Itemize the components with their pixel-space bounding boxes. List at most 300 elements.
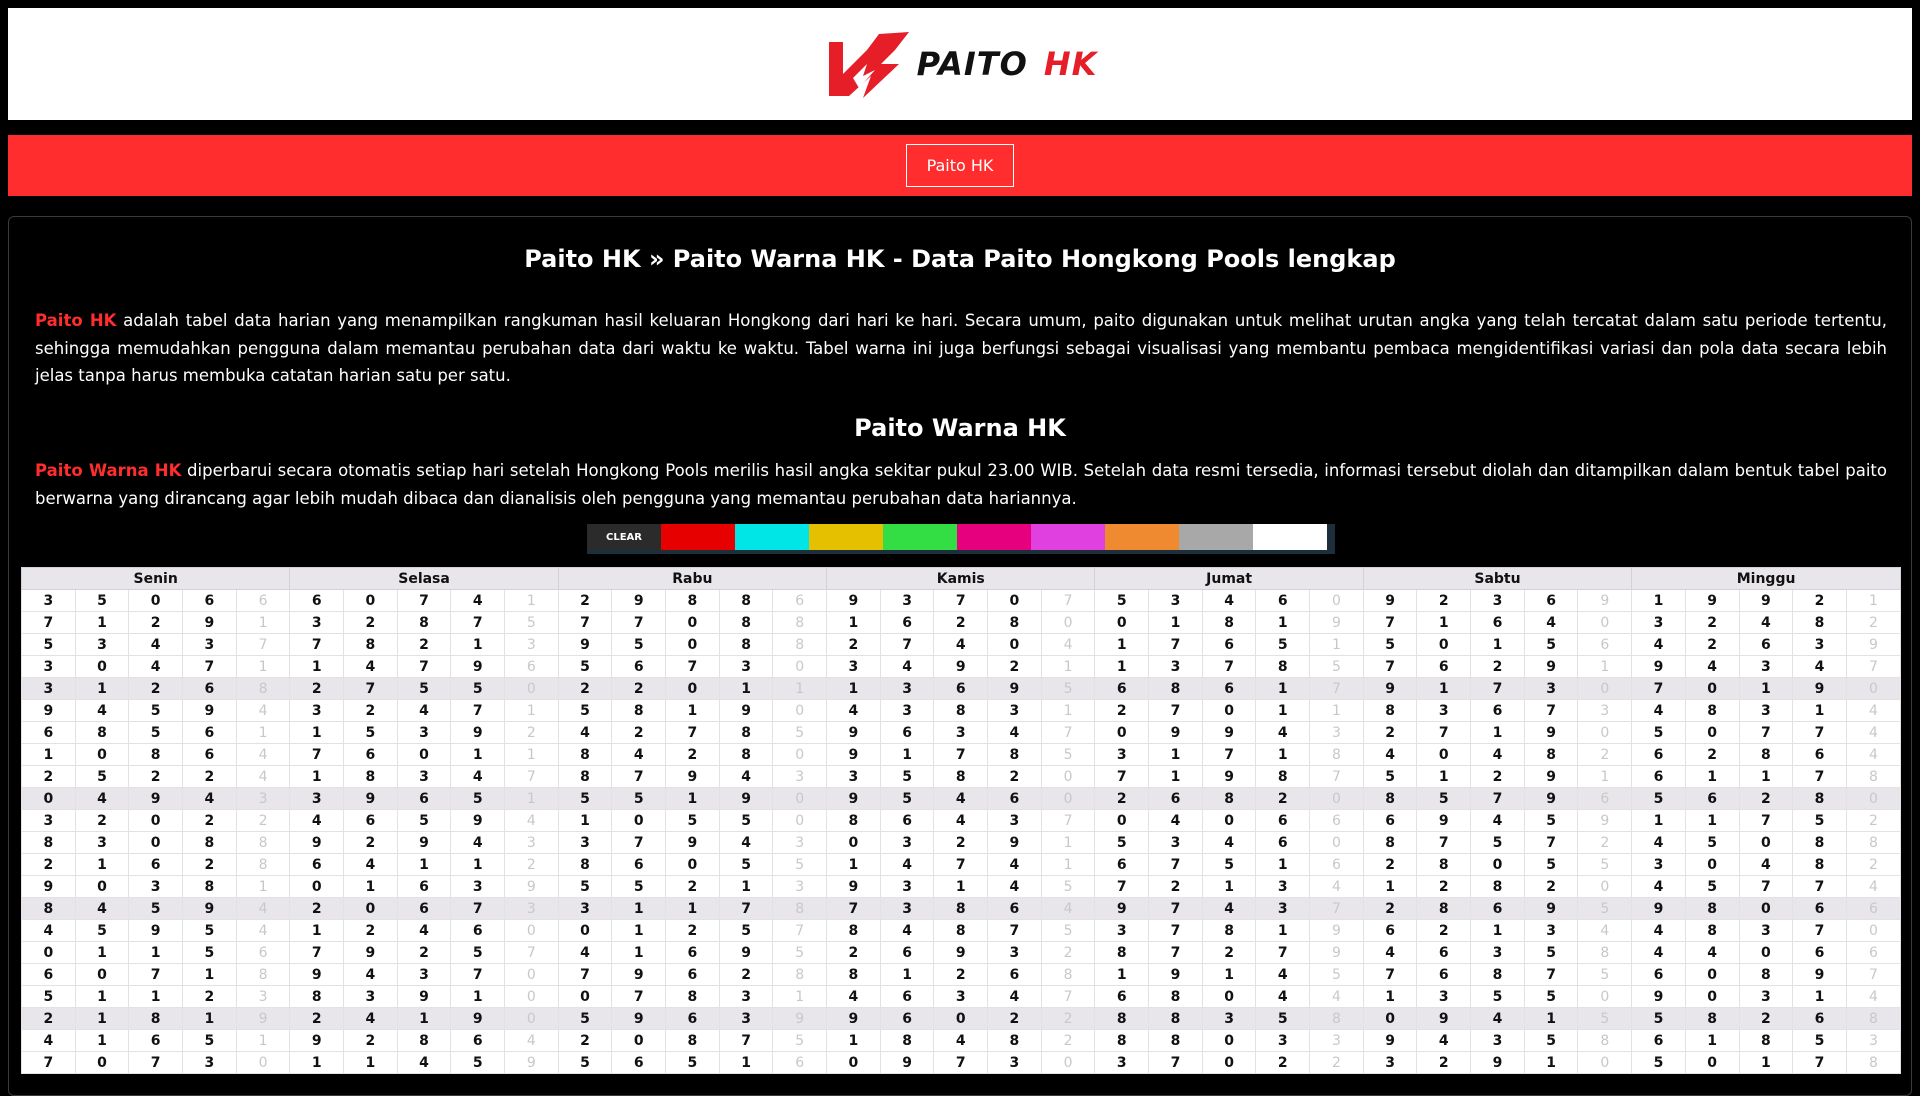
digit-cell[interactable]: 1 bbox=[719, 876, 773, 898]
digit-cell[interactable]: 8 bbox=[1095, 1008, 1149, 1030]
digit-cell[interactable]: 5 bbox=[1363, 634, 1417, 656]
color-swatch[interactable] bbox=[1105, 524, 1179, 550]
intro-highlight-link[interactable]: Paito HK bbox=[35, 311, 117, 330]
digit-cell[interactable]: 2 bbox=[1417, 876, 1471, 898]
digit-cell[interactable]: 2 bbox=[1363, 854, 1417, 876]
digit-cell[interactable]: 4 bbox=[344, 964, 398, 986]
digit-cell[interactable]: 3 bbox=[1471, 942, 1525, 964]
digit-cell[interactable]: 0 bbox=[1202, 700, 1256, 722]
digit-cell[interactable]: 4 bbox=[1363, 744, 1417, 766]
digit-cell[interactable]: 9 bbox=[666, 832, 720, 854]
digit-cell[interactable]: 7 bbox=[719, 898, 773, 920]
digit-cell[interactable]: 5 bbox=[612, 788, 666, 810]
digit-cell[interactable]: 9 bbox=[1793, 964, 1847, 986]
digit-cell[interactable]: 7 bbox=[397, 590, 451, 612]
digit-cell[interactable]: 7 bbox=[1739, 722, 1793, 744]
digit-cell[interactable]: 9 bbox=[719, 700, 773, 722]
digit-cell[interactable]: 3 bbox=[1632, 854, 1686, 876]
digit-cell[interactable]: 5 bbox=[129, 722, 183, 744]
digit-cell[interactable]: 3 bbox=[1149, 832, 1203, 854]
digit-cell[interactable]: 7 bbox=[558, 964, 612, 986]
digit-cell[interactable]: 3 bbox=[397, 964, 451, 986]
digit-cell[interactable]: 8 bbox=[1363, 832, 1417, 854]
digit-cell[interactable]: 4 bbox=[1256, 964, 1310, 986]
digit-cell[interactable]: 5 bbox=[183, 920, 237, 942]
nav-button-paito-hk[interactable]: Paito HK bbox=[906, 144, 1015, 187]
digit-cell[interactable]: 4 bbox=[934, 1030, 988, 1052]
digit-cell[interactable]: 2 bbox=[612, 722, 666, 744]
digit-cell[interactable]: 9 bbox=[451, 722, 505, 744]
digit-cell[interactable]: 2 bbox=[290, 678, 344, 700]
digit-cell[interactable]: 5 bbox=[1363, 766, 1417, 788]
digit-cell[interactable]: 9 bbox=[1524, 656, 1578, 678]
digit-cell[interactable]: 6 bbox=[1632, 1030, 1686, 1052]
color-swatch[interactable] bbox=[1031, 524, 1105, 550]
digit-cell[interactable]: 8 bbox=[1417, 898, 1471, 920]
digit-cell[interactable]: 8 bbox=[1739, 964, 1793, 986]
digit-cell[interactable]: 0 bbox=[129, 590, 183, 612]
digit-cell[interactable]: 8 bbox=[988, 1030, 1042, 1052]
digit-cell[interactable]: 1 bbox=[183, 964, 237, 986]
digit-cell[interactable]: 3 bbox=[880, 700, 934, 722]
digit-cell[interactable]: 5 bbox=[666, 810, 720, 832]
digit-cell[interactable]: 3 bbox=[827, 656, 881, 678]
color-swatch[interactable] bbox=[661, 524, 735, 550]
digit-cell[interactable]: 2 bbox=[1793, 590, 1847, 612]
digit-cell[interactable]: 7 bbox=[1363, 656, 1417, 678]
digit-cell[interactable]: 0 bbox=[666, 854, 720, 876]
digit-cell[interactable]: 8 bbox=[934, 766, 988, 788]
digit-cell[interactable]: 3 bbox=[719, 656, 773, 678]
digit-cell[interactable]: 2 bbox=[1202, 942, 1256, 964]
digit-cell[interactable]: 6 bbox=[934, 678, 988, 700]
digit-cell[interactable]: 9 bbox=[290, 1030, 344, 1052]
digit-cell[interactable]: 7 bbox=[1149, 854, 1203, 876]
digit-cell[interactable]: 0 bbox=[934, 1008, 988, 1030]
digit-cell[interactable]: 6 bbox=[129, 1030, 183, 1052]
digit-cell[interactable]: 0 bbox=[558, 986, 612, 1008]
digit-cell[interactable]: 2 bbox=[344, 832, 398, 854]
digit-cell[interactable]: 3 bbox=[290, 700, 344, 722]
digit-cell[interactable]: 5 bbox=[558, 1052, 612, 1074]
digit-cell[interactable]: 0 bbox=[397, 744, 451, 766]
digit-cell[interactable]: 9 bbox=[827, 744, 881, 766]
digit-cell[interactable]: 9 bbox=[827, 876, 881, 898]
digit-cell[interactable]: 5 bbox=[1471, 986, 1525, 1008]
digit-cell[interactable]: 5 bbox=[558, 788, 612, 810]
digit-cell[interactable]: 9 bbox=[612, 590, 666, 612]
digit-cell[interactable]: 9 bbox=[451, 1008, 505, 1030]
digit-cell[interactable]: 9 bbox=[1524, 788, 1578, 810]
digit-cell[interactable]: 5 bbox=[558, 1008, 612, 1030]
digit-cell[interactable]: 4 bbox=[988, 876, 1042, 898]
digit-cell[interactable]: 1 bbox=[451, 854, 505, 876]
digit-cell[interactable]: 2 bbox=[344, 612, 398, 634]
digit-cell[interactable]: 9 bbox=[719, 942, 773, 964]
digit-cell[interactable]: 9 bbox=[1685, 590, 1739, 612]
digit-cell[interactable]: 8 bbox=[22, 898, 76, 920]
digit-cell[interactable]: 0 bbox=[75, 1052, 129, 1074]
digit-cell[interactable]: 8 bbox=[934, 700, 988, 722]
digit-cell[interactable]: 6 bbox=[1363, 810, 1417, 832]
digit-cell[interactable]: 1 bbox=[129, 986, 183, 1008]
digit-cell[interactable]: 1 bbox=[1417, 612, 1471, 634]
digit-cell[interactable]: 3 bbox=[880, 678, 934, 700]
digit-cell[interactable]: 9 bbox=[1632, 656, 1686, 678]
digit-cell[interactable]: 7 bbox=[1793, 1052, 1847, 1074]
digit-cell[interactable]: 4 bbox=[1739, 854, 1793, 876]
digit-cell[interactable]: 1 bbox=[75, 942, 129, 964]
digit-cell[interactable]: 2 bbox=[827, 634, 881, 656]
digit-cell[interactable]: 7 bbox=[183, 656, 237, 678]
digit-cell[interactable]: 1 bbox=[290, 656, 344, 678]
digit-cell[interactable]: 6 bbox=[397, 898, 451, 920]
digit-cell[interactable]: 1 bbox=[1471, 920, 1525, 942]
digit-cell[interactable]: 3 bbox=[934, 722, 988, 744]
color-swatch[interactable] bbox=[1179, 524, 1253, 550]
digit-cell[interactable]: 4 bbox=[75, 898, 129, 920]
digit-cell[interactable]: 7 bbox=[1471, 788, 1525, 810]
digit-cell[interactable]: 8 bbox=[1095, 942, 1149, 964]
digit-cell[interactable]: 7 bbox=[1363, 964, 1417, 986]
digit-cell[interactable]: 1 bbox=[1739, 766, 1793, 788]
digit-cell[interactable]: 8 bbox=[666, 986, 720, 1008]
digit-cell[interactable]: 5 bbox=[1685, 876, 1739, 898]
digit-cell[interactable]: 9 bbox=[558, 634, 612, 656]
digit-cell[interactable]: 4 bbox=[719, 832, 773, 854]
digit-cell[interactable]: 5 bbox=[1524, 1030, 1578, 1052]
digit-cell[interactable]: 3 bbox=[1739, 656, 1793, 678]
digit-cell[interactable]: 9 bbox=[988, 832, 1042, 854]
digit-cell[interactable]: 8 bbox=[1739, 744, 1793, 766]
digit-cell[interactable]: 5 bbox=[183, 942, 237, 964]
digit-cell[interactable]: 4 bbox=[1632, 634, 1686, 656]
digit-cell[interactable]: 8 bbox=[827, 964, 881, 986]
digit-cell[interactable]: 8 bbox=[1685, 898, 1739, 920]
digit-cell[interactable]: 0 bbox=[827, 1052, 881, 1074]
digit-cell[interactable]: 0 bbox=[344, 590, 398, 612]
digit-cell[interactable]: 6 bbox=[988, 898, 1042, 920]
digit-cell[interactable]: 1 bbox=[1793, 700, 1847, 722]
digit-cell[interactable]: 1 bbox=[934, 876, 988, 898]
digit-cell[interactable]: 7 bbox=[1793, 876, 1847, 898]
digit-cell[interactable]: 5 bbox=[1685, 832, 1739, 854]
digit-cell[interactable]: 1 bbox=[1524, 1008, 1578, 1030]
digit-cell[interactable]: 9 bbox=[988, 678, 1042, 700]
digit-cell[interactable]: 6 bbox=[1363, 920, 1417, 942]
digit-cell[interactable]: 6 bbox=[1793, 744, 1847, 766]
digit-cell[interactable]: 5 bbox=[880, 766, 934, 788]
digit-cell[interactable]: 5 bbox=[451, 942, 505, 964]
digit-cell[interactable]: 2 bbox=[666, 920, 720, 942]
digit-cell[interactable]: 4 bbox=[1202, 898, 1256, 920]
digit-cell[interactable]: 9 bbox=[183, 700, 237, 722]
digit-cell[interactable]: 6 bbox=[451, 920, 505, 942]
digit-cell[interactable]: 0 bbox=[1095, 612, 1149, 634]
digit-cell[interactable]: 7 bbox=[612, 766, 666, 788]
digit-cell[interactable]: 3 bbox=[1095, 1052, 1149, 1074]
digit-cell[interactable]: 8 bbox=[880, 1030, 934, 1052]
digit-cell[interactable]: 8 bbox=[934, 898, 988, 920]
digit-cell[interactable]: 9 bbox=[1095, 898, 1149, 920]
color-swatch[interactable] bbox=[809, 524, 883, 550]
digit-cell[interactable]: 4 bbox=[827, 986, 881, 1008]
digit-cell[interactable]: 6 bbox=[1095, 854, 1149, 876]
digit-cell[interactable]: 6 bbox=[1685, 788, 1739, 810]
digit-cell[interactable]: 4 bbox=[558, 942, 612, 964]
digit-cell[interactable]: 7 bbox=[1524, 964, 1578, 986]
digit-cell[interactable]: 8 bbox=[1685, 920, 1739, 942]
digit-cell[interactable]: 4 bbox=[75, 788, 129, 810]
digit-cell[interactable]: 6 bbox=[1632, 744, 1686, 766]
digit-cell[interactable]: 1 bbox=[827, 612, 881, 634]
digit-cell[interactable]: 7 bbox=[1149, 634, 1203, 656]
digit-cell[interactable]: 5 bbox=[129, 700, 183, 722]
digit-cell[interactable]: 7 bbox=[1202, 656, 1256, 678]
digit-cell[interactable]: 2 bbox=[22, 854, 76, 876]
digit-cell[interactable]: 2 bbox=[290, 1008, 344, 1030]
digit-cell[interactable]: 9 bbox=[397, 832, 451, 854]
digit-cell[interactable]: 1 bbox=[612, 898, 666, 920]
digit-cell[interactable]: 0 bbox=[290, 876, 344, 898]
digit-cell[interactable]: 1 bbox=[183, 1008, 237, 1030]
digit-cell[interactable]: 0 bbox=[1417, 744, 1471, 766]
digit-cell[interactable]: 2 bbox=[1417, 920, 1471, 942]
digit-cell[interactable]: 6 bbox=[344, 744, 398, 766]
digit-cell[interactable]: 1 bbox=[612, 942, 666, 964]
digit-cell[interactable]: 9 bbox=[1524, 722, 1578, 744]
digit-cell[interactable]: 8 bbox=[719, 722, 773, 744]
digit-cell[interactable]: 5 bbox=[558, 700, 612, 722]
digit-cell[interactable]: 6 bbox=[1095, 986, 1149, 1008]
digit-cell[interactable]: 1 bbox=[666, 700, 720, 722]
digit-cell[interactable]: 7 bbox=[451, 612, 505, 634]
digit-cell[interactable]: 4 bbox=[934, 788, 988, 810]
digit-cell[interactable]: 4 bbox=[719, 766, 773, 788]
digit-cell[interactable]: 2 bbox=[1685, 612, 1739, 634]
digit-cell[interactable]: 5 bbox=[558, 656, 612, 678]
digit-cell[interactable]: 1 bbox=[397, 1008, 451, 1030]
digit-cell[interactable]: 2 bbox=[988, 656, 1042, 678]
digit-cell[interactable]: 9 bbox=[1524, 766, 1578, 788]
digit-cell[interactable]: 8 bbox=[1149, 1030, 1203, 1052]
digit-cell[interactable]: 3 bbox=[1256, 1030, 1310, 1052]
digit-cell[interactable]: 6 bbox=[1417, 656, 1471, 678]
digit-cell[interactable]: 7 bbox=[397, 656, 451, 678]
digit-cell[interactable]: 4 bbox=[988, 986, 1042, 1008]
digit-cell[interactable]: 8 bbox=[129, 744, 183, 766]
digit-cell[interactable]: 2 bbox=[1685, 634, 1739, 656]
digit-cell[interactable]: 8 bbox=[719, 612, 773, 634]
digit-cell[interactable]: 6 bbox=[183, 590, 237, 612]
digit-cell[interactable]: 1 bbox=[75, 678, 129, 700]
digit-cell[interactable]: 7 bbox=[880, 634, 934, 656]
digit-cell[interactable]: 1 bbox=[290, 722, 344, 744]
digit-cell[interactable]: 1 bbox=[1149, 766, 1203, 788]
digit-cell[interactable]: 1 bbox=[1739, 1052, 1793, 1074]
digit-cell[interactable]: 3 bbox=[988, 810, 1042, 832]
digit-cell[interactable]: 1 bbox=[666, 788, 720, 810]
digit-cell[interactable]: 5 bbox=[397, 810, 451, 832]
digit-cell[interactable]: 4 bbox=[934, 810, 988, 832]
digit-cell[interactable]: 8 bbox=[1685, 700, 1739, 722]
color-swatch[interactable] bbox=[883, 524, 957, 550]
digit-cell[interactable]: 4 bbox=[451, 766, 505, 788]
digit-cell[interactable]: 2 bbox=[129, 612, 183, 634]
digit-cell[interactable]: 6 bbox=[880, 942, 934, 964]
digit-cell[interactable]: 2 bbox=[988, 766, 1042, 788]
digit-cell[interactable]: 0 bbox=[1685, 964, 1739, 986]
digit-cell[interactable]: 1 bbox=[1739, 678, 1793, 700]
digit-cell[interactable]: 2 bbox=[558, 678, 612, 700]
digit-cell[interactable]: 6 bbox=[1793, 942, 1847, 964]
digit-cell[interactable]: 4 bbox=[1793, 656, 1847, 678]
digit-cell[interactable]: 4 bbox=[1471, 810, 1525, 832]
digit-cell[interactable]: 9 bbox=[290, 964, 344, 986]
digit-cell[interactable]: 7 bbox=[1363, 612, 1417, 634]
digit-cell[interactable]: 1 bbox=[1685, 766, 1739, 788]
digit-cell[interactable]: 4 bbox=[1471, 1008, 1525, 1030]
digit-cell[interactable]: 4 bbox=[22, 920, 76, 942]
digit-cell[interactable]: 6 bbox=[1417, 964, 1471, 986]
digit-cell[interactable]: 3 bbox=[1739, 986, 1793, 1008]
digit-cell[interactable]: 7 bbox=[1524, 832, 1578, 854]
digit-cell[interactable]: 7 bbox=[290, 634, 344, 656]
digit-cell[interactable]: 5 bbox=[1095, 832, 1149, 854]
digit-cell[interactable]: 9 bbox=[1202, 766, 1256, 788]
description-highlight-link[interactable]: Paito Warna HK bbox=[35, 461, 182, 480]
digit-cell[interactable]: 9 bbox=[827, 590, 881, 612]
digit-cell[interactable]: 1 bbox=[75, 986, 129, 1008]
digit-cell[interactable]: 1 bbox=[1095, 964, 1149, 986]
digit-cell[interactable]: 0 bbox=[988, 634, 1042, 656]
digit-cell[interactable]: 1 bbox=[290, 1052, 344, 1074]
digit-cell[interactable]: 2 bbox=[1471, 656, 1525, 678]
digit-cell[interactable]: 6 bbox=[397, 788, 451, 810]
digit-cell[interactable]: 8 bbox=[934, 920, 988, 942]
digit-cell[interactable]: 8 bbox=[344, 634, 398, 656]
digit-cell[interactable]: 9 bbox=[1149, 964, 1203, 986]
digit-cell[interactable]: 1 bbox=[1471, 722, 1525, 744]
digit-cell[interactable]: 8 bbox=[1202, 612, 1256, 634]
digit-cell[interactable]: 2 bbox=[75, 810, 129, 832]
digit-cell[interactable]: 1 bbox=[1632, 590, 1686, 612]
digit-cell[interactable]: 5 bbox=[880, 788, 934, 810]
digit-cell[interactable]: 8 bbox=[1095, 1030, 1149, 1052]
digit-cell[interactable]: 1 bbox=[1685, 810, 1739, 832]
digit-cell[interactable]: 9 bbox=[1363, 590, 1417, 612]
digit-cell[interactable]: 8 bbox=[1471, 964, 1525, 986]
digit-cell[interactable]: 5 bbox=[75, 920, 129, 942]
digit-cell[interactable]: 6 bbox=[1256, 810, 1310, 832]
digit-cell[interactable]: 3 bbox=[880, 876, 934, 898]
digit-cell[interactable]: 8 bbox=[666, 1030, 720, 1052]
digit-cell[interactable]: 2 bbox=[988, 1008, 1042, 1030]
digit-cell[interactable]: 0 bbox=[1095, 722, 1149, 744]
digit-cell[interactable]: 2 bbox=[290, 898, 344, 920]
digit-cell[interactable]: 0 bbox=[1202, 986, 1256, 1008]
digit-cell[interactable]: 0 bbox=[75, 876, 129, 898]
digit-cell[interactable]: 3 bbox=[183, 634, 237, 656]
digit-cell[interactable]: 9 bbox=[183, 898, 237, 920]
digit-cell[interactable]: 3 bbox=[988, 700, 1042, 722]
digit-cell[interactable]: 3 bbox=[1632, 612, 1686, 634]
digit-cell[interactable]: 4 bbox=[451, 590, 505, 612]
digit-cell[interactable]: 5 bbox=[344, 722, 398, 744]
digit-cell[interactable]: 6 bbox=[1632, 766, 1686, 788]
digit-cell[interactable]: 3 bbox=[934, 986, 988, 1008]
digit-cell[interactable]: 1 bbox=[75, 854, 129, 876]
digit-cell[interactable]: 7 bbox=[1256, 942, 1310, 964]
digit-cell[interactable]: 1 bbox=[1417, 766, 1471, 788]
digit-cell[interactable]: 5 bbox=[1256, 634, 1310, 656]
digit-cell[interactable]: 2 bbox=[1471, 766, 1525, 788]
digit-cell[interactable]: 3 bbox=[988, 942, 1042, 964]
digit-cell[interactable]: 4 bbox=[827, 700, 881, 722]
digit-cell[interactable]: 8 bbox=[1793, 854, 1847, 876]
digit-cell[interactable]: 1 bbox=[1256, 920, 1310, 942]
digit-cell[interactable]: 1 bbox=[1524, 1052, 1578, 1074]
digit-cell[interactable]: 3 bbox=[290, 788, 344, 810]
digit-cell[interactable]: 9 bbox=[183, 612, 237, 634]
digit-cell[interactable]: 6 bbox=[1149, 788, 1203, 810]
digit-cell[interactable]: 1 bbox=[880, 744, 934, 766]
digit-cell[interactable]: 5 bbox=[612, 876, 666, 898]
digit-cell[interactable]: 3 bbox=[1417, 700, 1471, 722]
digit-cell[interactable]: 8 bbox=[1685, 1008, 1739, 1030]
digit-cell[interactable]: 7 bbox=[719, 1030, 773, 1052]
digit-cell[interactable]: 9 bbox=[827, 788, 881, 810]
digit-cell[interactable]: 5 bbox=[451, 678, 505, 700]
digit-cell[interactable]: 8 bbox=[1793, 612, 1847, 634]
digit-cell[interactable]: 7 bbox=[1149, 700, 1203, 722]
digit-cell[interactable]: 8 bbox=[719, 590, 773, 612]
digit-cell[interactable]: 0 bbox=[75, 964, 129, 986]
digit-cell[interactable]: 6 bbox=[880, 986, 934, 1008]
digit-cell[interactable]: 5 bbox=[1417, 788, 1471, 810]
digit-cell[interactable]: 1 bbox=[75, 1008, 129, 1030]
digit-cell[interactable]: 3 bbox=[1524, 920, 1578, 942]
digit-cell[interactable]: 5 bbox=[719, 920, 773, 942]
digit-cell[interactable]: 8 bbox=[1739, 1030, 1793, 1052]
digit-cell[interactable]: 2 bbox=[666, 876, 720, 898]
digit-cell[interactable]: 0 bbox=[1685, 678, 1739, 700]
digit-cell[interactable]: 7 bbox=[1095, 766, 1149, 788]
digit-cell[interactable]: 4 bbox=[558, 722, 612, 744]
digit-cell[interactable]: 7 bbox=[934, 590, 988, 612]
digit-cell[interactable]: 1 bbox=[397, 854, 451, 876]
digit-cell[interactable]: 0 bbox=[22, 788, 76, 810]
digit-cell[interactable]: 7 bbox=[1471, 678, 1525, 700]
digit-cell[interactable]: 6 bbox=[22, 722, 76, 744]
digit-cell[interactable]: 4 bbox=[397, 700, 451, 722]
digit-cell[interactable]: 4 bbox=[988, 722, 1042, 744]
digit-cell[interactable]: 8 bbox=[988, 744, 1042, 766]
digit-cell[interactable]: 1 bbox=[612, 920, 666, 942]
digit-cell[interactable]: 2 bbox=[22, 766, 76, 788]
digit-cell[interactable]: 4 bbox=[1685, 942, 1739, 964]
digit-cell[interactable]: 2 bbox=[1149, 876, 1203, 898]
digit-cell[interactable]: 7 bbox=[1793, 766, 1847, 788]
digit-cell[interactable]: 6 bbox=[880, 612, 934, 634]
digit-cell[interactable]: 1 bbox=[1202, 876, 1256, 898]
digit-cell[interactable]: 2 bbox=[1739, 788, 1793, 810]
digit-cell[interactable]: 0 bbox=[1417, 634, 1471, 656]
digit-cell[interactable]: 9 bbox=[612, 964, 666, 986]
digit-cell[interactable]: 5 bbox=[451, 788, 505, 810]
digit-cell[interactable]: 4 bbox=[344, 1008, 398, 1030]
digit-cell[interactable]: 0 bbox=[75, 656, 129, 678]
